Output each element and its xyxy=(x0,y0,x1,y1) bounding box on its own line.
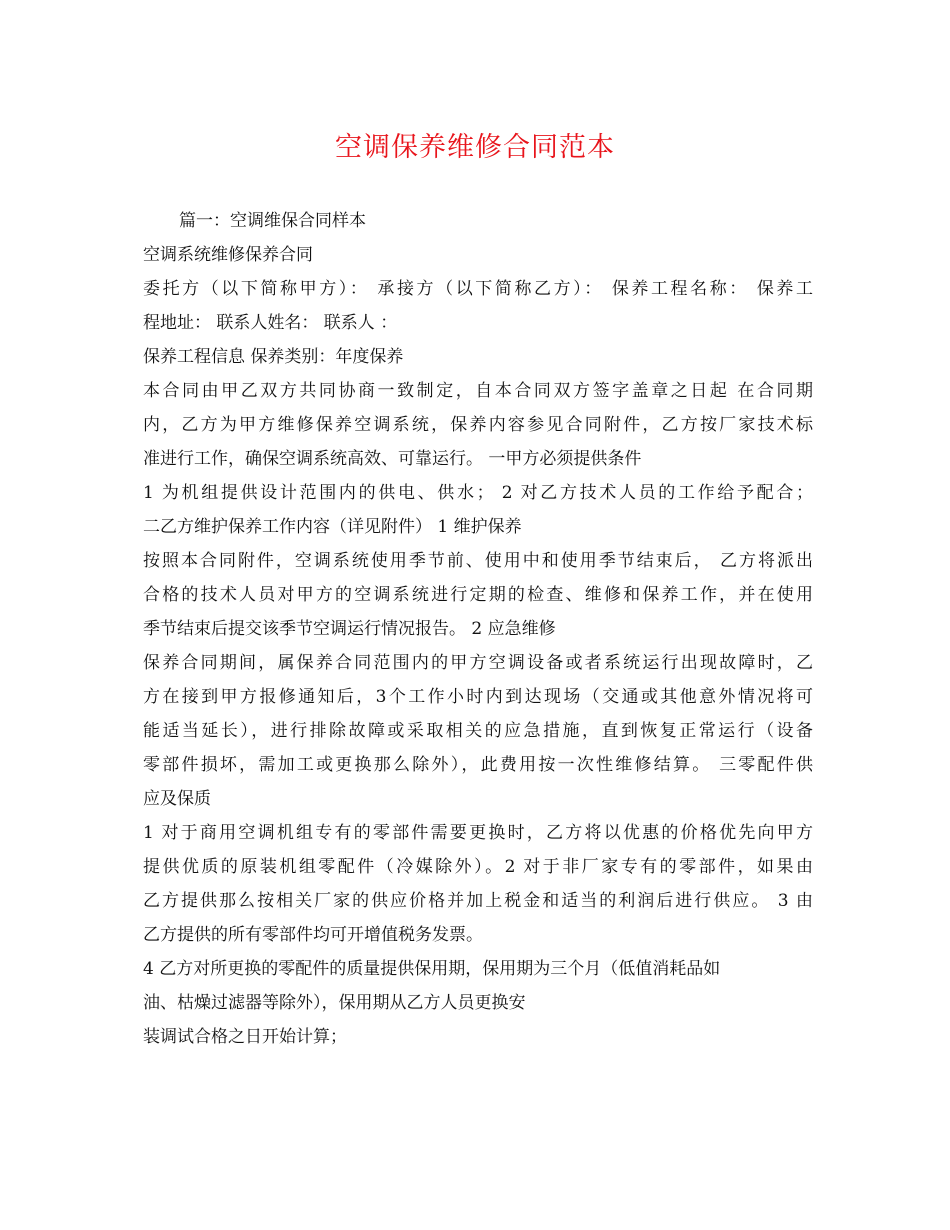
text-line: 二乙方维护保养工作内容（详见附件） 1 维护保养 xyxy=(143,517,522,537)
text-line: 程地址： 联系人姓名： 联系人 ： xyxy=(143,313,398,333)
document-title: 空调保养维修合同范本 xyxy=(335,132,615,163)
text-line: 方在接到甲方报修通知后，3个工作小时内到达现场（交通或其他意外情况将可 xyxy=(143,687,813,707)
text-line: 装调试合格之日开始计算； xyxy=(143,1027,347,1047)
text-line: 空调系统维修保养合同 xyxy=(143,245,313,265)
text-line: 应及保质 xyxy=(143,789,211,809)
text-line: 准进行工作，确保空调系统高效、可靠运行。 一甲方必须提供条件 xyxy=(143,449,642,469)
text-line: 委托方（以下简称甲方）： 承接方（以下简称乙方）： 保养工程名称： 保养工 xyxy=(143,279,813,299)
text-line: 提供优质的原装机组零配件（冷媒除外）。2 对于非厂家专有的零部件，如果由 xyxy=(143,857,813,877)
text-line: 1 为机组提供设计范围内的供电、供水； 2 对乙方技术人员的工作给予配合； xyxy=(143,483,813,503)
text-line: 油、枯燥过滤器等除外），保用期从乙方人员更换安 xyxy=(143,993,526,1013)
text-line: 保养工程信息 保养类别：年度保养 xyxy=(143,347,404,367)
text-line: 篇一：空调维保合同样本 xyxy=(179,211,366,231)
text-line: 季节结束后提交该季节空调运行情况报告。 2 应急维修 xyxy=(143,619,556,639)
text-line: 能适当延长），进行排除故障或采取相关的应急措施，直到恢复正常运行（设备 xyxy=(143,721,813,741)
text-line: 4 乙方对所更换的零配件的质量提供保用期，保用期为三个月（低值消耗品如 xyxy=(143,959,721,979)
text-line: 本合同由甲乙双方共同协商一致制定，自本合同双方签字盖章之日起 在合同期 xyxy=(143,381,813,401)
text-line: 乙方提供的所有零部件均可开增值税务发票。 xyxy=(143,925,483,945)
document-body xyxy=(143,204,813,1054)
text-line: 1 对于商用空调机组专有的零部件需要更换时，乙方将以优惠的价格优先向甲方 xyxy=(143,823,813,843)
text-line: 按照本合同附件，空调系统使用季节前、使用中和使用季节结束后， 乙方将派出 xyxy=(143,551,813,571)
text-line: 乙方提供那么按相关厂家的供应价格并加上税金和适当的利润后进行供应。 3 由 xyxy=(143,891,813,911)
text-line: 零部件损坏，需加工或更换那么除外），此费用按一次性维修结算。 三零配件供 xyxy=(143,755,813,775)
text-line: 内，乙方为甲方维修保养空调系统，保养内容参见合同附件，乙方按厂家技术标 xyxy=(143,415,813,435)
text-line: 合格的技术人员对甲方的空调系统进行定期的检查、维修和保养工作，并在使用 xyxy=(143,585,813,605)
text-line: 保养合同期间，属保养合同范围内的甲方空调设备或者系统运行出现故障时，乙 xyxy=(143,653,813,673)
